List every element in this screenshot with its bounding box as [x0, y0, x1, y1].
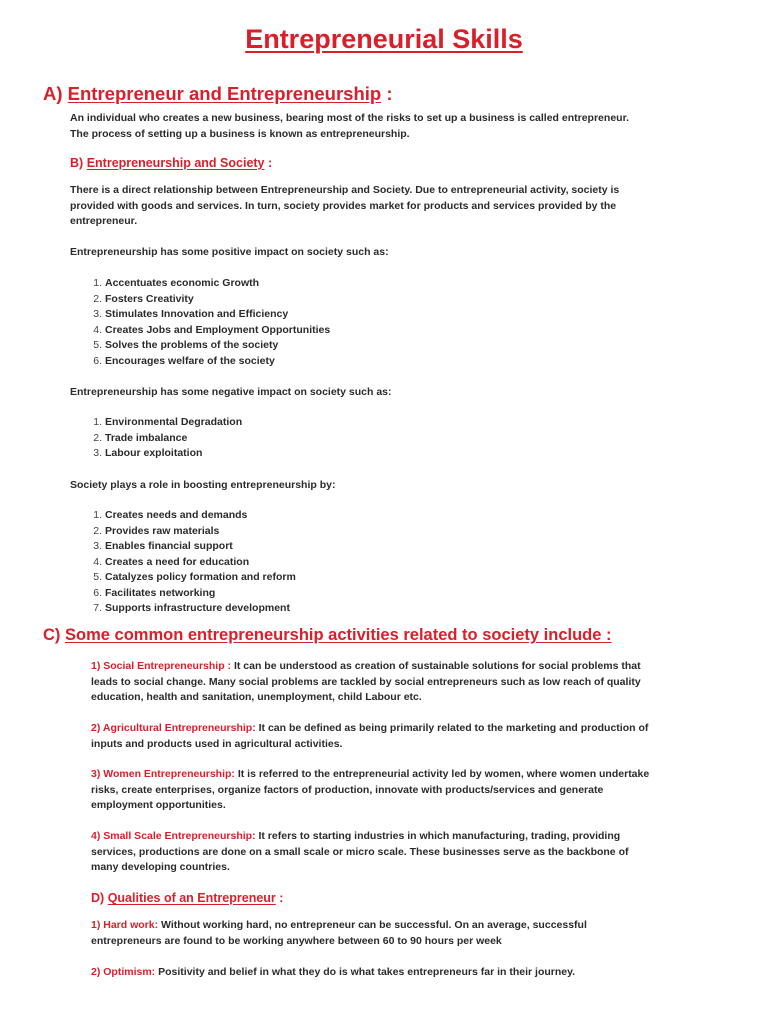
list-text: Provides raw materials — [105, 524, 220, 537]
section-d-heading-text: Qualities of an Entrepreneur — [107, 891, 276, 905]
list-item — [70, 555, 296, 571]
section-a-heading-text: Entrepreneur and Entrepreneurship — [67, 83, 382, 104]
activity-text: It is referred to the entrepreneurial activity led by women, where women undertake risks, create enterprises, organize factors of production, innovate with products/services and generate employment opportunities. — [91, 768, 650, 811]
quality-hard-work — [91, 918, 651, 949]
list-text: Accentuates economic Growth — [105, 277, 260, 289]
activity-text: It can be defined as being primarily related to the marketing and production of inputs and products used in agricultural activities. — [91, 722, 649, 750]
section-c-heading-text: Some common entrepreneurship activities related to society include : — [65, 626, 612, 644]
section-a-heading-suffix: : — [381, 83, 393, 104]
activity-lead: 1) Social Entrepreneurship : — [91, 660, 232, 672]
activity-lead: 4) Small Scale Entrepreneurship: — [91, 830, 256, 842]
list-number: 3. — [93, 447, 102, 459]
document-title-text: Entrepreneurial Skills — [245, 24, 523, 54]
list-text: Creates needs and demands — [105, 509, 248, 521]
list-item — [70, 338, 330, 354]
activity-agricultural — [91, 721, 651, 752]
list-item — [70, 586, 296, 602]
list-text: Fosters Creativity — [105, 292, 194, 305]
list-item — [70, 307, 330, 323]
list-item — [70, 570, 296, 586]
section-b-prefix: B) — [70, 156, 84, 170]
section-c-heading — [43, 626, 612, 645]
document-title — [0, 24, 768, 55]
quality-text: Without working hard, no entrepreneur can be successful. On an average, successful entrepreneurs are found to be working anywhere between 60 to 90 hours per week — [91, 919, 587, 947]
list-text: Solves the problems of the society — [105, 339, 279, 351]
list-item — [70, 508, 296, 524]
section-a-heading — [43, 83, 393, 105]
section-b-heading-text: Entrepreneurship and Society — [86, 156, 265, 170]
list-text: Environmental Degradation — [105, 416, 243, 428]
section-b-body: There is a direct relationship between Entrepreneurship and Society. Due to entrepreneurial activity, society is provided with goods and services. In turn, society provides market for products and services provided by the entrepreneur. — [70, 184, 620, 227]
list-item — [70, 524, 296, 540]
section-b-heading-suffix: : — [264, 156, 273, 170]
section-b-heading — [70, 156, 272, 170]
list-item — [70, 431, 242, 447]
activity-lead: 2) Agricultural Entrepreneurship: — [91, 722, 256, 734]
list-text: Encourages welfare of the society — [105, 354, 275, 367]
activity-women — [91, 767, 651, 814]
activity-small-scale — [91, 829, 651, 876]
quality-lead: 1) Hard work: — [91, 919, 159, 931]
list-item — [70, 446, 242, 462]
list-number: 4. — [93, 323, 102, 336]
section-a-body: An individual who creates a new business, bearing most of the risks to set up a business is called entrepreneur. The process of setting up a business is known as entrepreneurship. — [70, 112, 629, 140]
list-text: Creates Jobs and Employment Opportunities — [105, 323, 331, 336]
list-text: Supports infrastructure development — [105, 602, 290, 614]
list-number: 1. — [93, 509, 102, 521]
list-number: 6. — [93, 586, 102, 599]
list-item — [70, 415, 242, 431]
quality-text: Positivity and belief in what they do is what takes entrepreneurs far in their journey. — [155, 966, 576, 978]
list-text: Labour exploitation — [105, 447, 203, 459]
list-number: 7. — [93, 602, 102, 614]
list-number: 2. — [93, 524, 102, 537]
section-d-prefix: D) — [91, 891, 105, 905]
list-item — [70, 323, 330, 339]
list-text: Enables financial support — [105, 540, 233, 552]
list-item — [70, 354, 330, 370]
negative-impact-intro: Entrepreneurship has some negative impact on society such as: — [70, 386, 392, 398]
section-a-prefix: A) — [43, 83, 63, 104]
list-text: Facilitates networking — [105, 586, 216, 599]
society-role-intro: Society plays a role in boosting entrepreneurship by: — [70, 479, 336, 491]
positive-impact-list — [70, 276, 330, 369]
list-number: 5. — [93, 339, 102, 351]
society-role-list — [70, 508, 296, 617]
list-text: Trade imbalance — [105, 431, 188, 444]
quality-optimism — [91, 965, 651, 981]
list-text: Stimulates Innovation and Efficiency — [105, 308, 289, 320]
section-d-heading — [91, 891, 283, 905]
list-text: Creates a need for education — [105, 555, 250, 568]
positive-impact-intro: Entrepreneurship has some positive impact on society such as: — [70, 246, 389, 258]
list-item — [70, 601, 296, 617]
list-number: 4. — [93, 555, 102, 568]
activity-text: It refers to starting industries in which manufacturing, trading, providing services, productions are done on a small scale or micro scale. These businesses serve as the backbone of many developing countries. — [91, 830, 629, 873]
section-c-prefix: C) — [43, 626, 61, 644]
list-number: 1. — [93, 416, 102, 428]
list-text: Catalyzes policy formation and reform — [105, 571, 296, 583]
list-number: 2. — [93, 292, 102, 305]
section-d-heading-suffix: : — [275, 891, 284, 905]
list-number: 1. — [93, 277, 102, 289]
list-item — [70, 292, 330, 308]
list-number: 2. — [93, 431, 102, 444]
list-item — [70, 539, 296, 555]
quality-lead: 2) Optimism: — [91, 966, 156, 978]
list-item — [70, 276, 330, 292]
list-number: 3. — [93, 308, 102, 320]
activity-text: It can be understood as creation of sustainable solutions for social problems that leads to social change. Many social problems are tackled by social entrepreneurs such as low reach of quality education, health and sanitation, unemployment, child Labour etc. — [91, 660, 641, 703]
list-number: 6. — [93, 354, 102, 367]
list-number: 5. — [93, 571, 102, 583]
activity-lead: 3) Women Entrepreneurship: — [91, 768, 235, 780]
activity-social — [91, 659, 651, 706]
negative-impact-list — [70, 415, 242, 462]
list-number: 3. — [93, 540, 102, 552]
